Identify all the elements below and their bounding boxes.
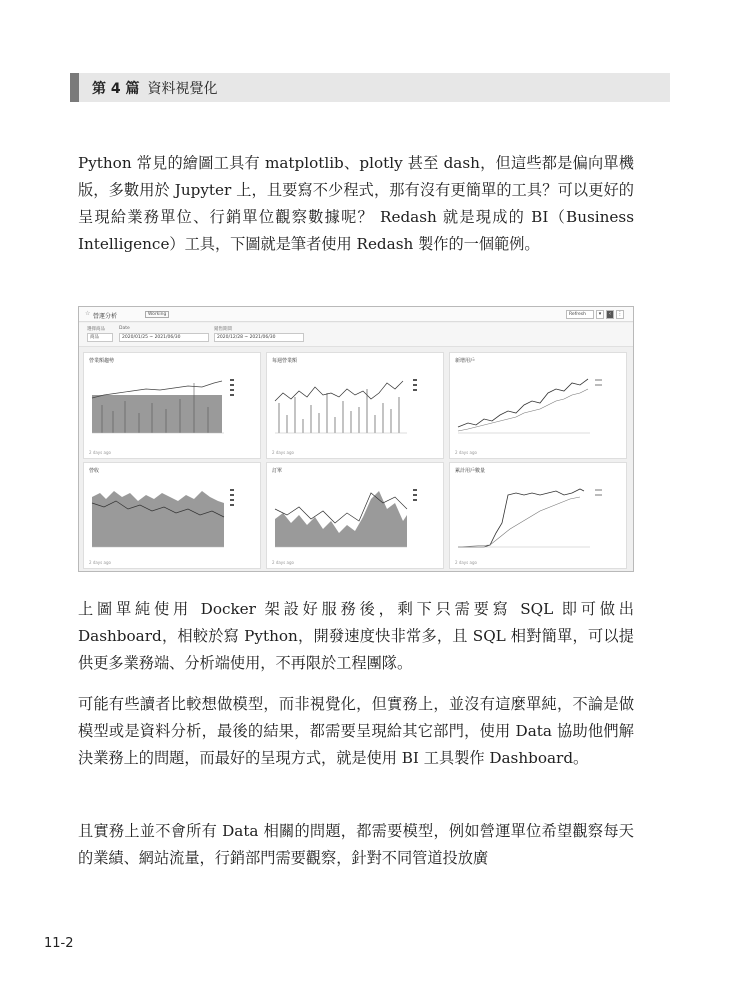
panel-chart xyxy=(84,353,262,460)
panel-chart xyxy=(267,463,445,570)
more-options-icon: ⋮ xyxy=(617,311,623,317)
panel-title: 營業額趨勢 xyxy=(89,358,115,364)
dashboard-panel xyxy=(449,352,627,459)
refresh-button: Refresh xyxy=(566,310,594,319)
panel-chart xyxy=(450,353,628,460)
chapter-part: 第 4 篇 xyxy=(92,81,140,97)
dashboard-title: 營運分析 xyxy=(93,313,118,320)
chapter-title: 資料視覺化 xyxy=(147,81,218,97)
filter-value: 2020/01/25 ~ 2021/06/30 xyxy=(119,333,209,342)
dashboard-panel xyxy=(449,462,627,569)
panel-chart xyxy=(450,463,628,570)
panel-footer: 2 days ago xyxy=(89,450,111,455)
filter-label: 銷售期間 xyxy=(214,327,232,332)
panel-chart xyxy=(267,353,445,460)
dashboard-screenshot xyxy=(78,306,634,572)
page-number: 11-2 xyxy=(44,936,74,951)
dashboard-panel xyxy=(83,352,261,459)
paragraph-modeling: 可能有些讀者比較想做模型，而非視覺化，但實務上，並沒有這麼單純，不論是做模型或是資料分析，最後的結果，都需要呈現給其它部門，使用 Data 協助他們解決業務上的問題，而最好的呈現方式，就是使用 BI 工具製作 Dashboard。 xyxy=(78,695,634,767)
filter-label: 選擇商品 xyxy=(87,327,105,332)
filter-bar xyxy=(79,323,633,347)
dashboard-panel xyxy=(83,462,261,569)
chevron-down-icon: ▾ xyxy=(596,310,604,319)
panel-footer: 2 days ago xyxy=(455,450,477,455)
panel-footer: 2 days ago xyxy=(89,560,111,565)
star-icon: ☆ xyxy=(85,310,91,317)
panel-footer: 2 days ago xyxy=(455,560,477,565)
panel-title: 累計用戶數量 xyxy=(455,468,486,474)
paragraph-practice: 且實務上並不會所有 Data 相關的問題，都需要模型，例如營運單位希望觀察每天的業績、網站流量，行銷部門需要觀察，針對不同管道投放廣 xyxy=(78,822,634,867)
panel-chart xyxy=(84,463,262,570)
filter-value: 2020/12/28 ~ 2021/06/30 xyxy=(214,333,304,342)
panel-footer: 2 days ago xyxy=(272,450,294,455)
panel-title: 訂單 xyxy=(272,468,283,474)
dashboard-tag: Working xyxy=(145,311,169,318)
paragraph-docker: 上圖單純使用 Docker 架設好服務後，剩下只需要寫 SQL 即可做出 Dashboard，相較於寫 Python，開發速度快非常多，且 SQL 相對簡單，可以提供更多業務端、分析端使用，不再限於工程團隊。 xyxy=(78,600,634,672)
panel-footer: 2 days ago xyxy=(272,560,294,565)
dashboard-toolbar xyxy=(79,307,633,322)
filter-label: Date xyxy=(119,326,130,331)
paragraph-intro: Python 常見的繪圖工具有 matplotlib、plotly 甚至 dash，但這些都是偏向單機版，多數用於 Jupyter 上，且要寫不少程式，那有沒有更簡單的工具？可以更好的呈現給業務單位、行銷單位觀察數據呢？ Redash 就是現成的 BI（Business Intelligence）工具，下圖就是筆者使用 Redash 製作的一個範例。 xyxy=(78,154,634,253)
panel-title: 每週營業額 xyxy=(272,358,298,364)
dashboard-panel xyxy=(266,462,444,569)
panel-title: 新增用戶 xyxy=(455,358,476,364)
chapter-header-accent xyxy=(70,73,79,102)
chapter-header xyxy=(92,78,218,98)
panel-title: 營收 xyxy=(89,468,100,474)
filter-value: 商品 xyxy=(87,333,113,342)
share-icon: ‹ xyxy=(606,310,614,319)
dashboard-panel xyxy=(266,352,444,459)
